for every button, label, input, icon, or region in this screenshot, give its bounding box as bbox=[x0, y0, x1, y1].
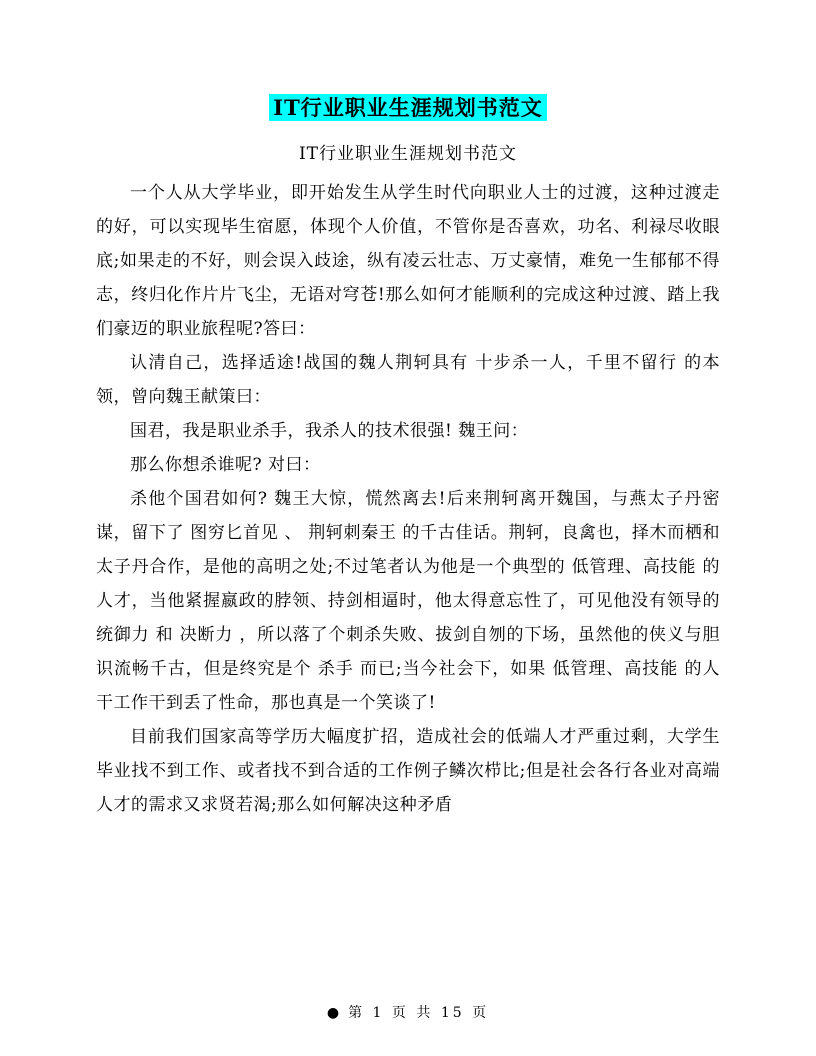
paragraph-2: 认清自己，选择适途!战国的魏人荆轲具有 十步杀一人，千里不留行 的本领，曾向魏王献策曰： bbox=[96, 352, 720, 407]
page-title-text: IT行业职业生涯规划书范文 bbox=[269, 94, 546, 121]
paragraph-1: 一个人从大学毕业，即开始发生从学生时代向职业人士的过渡，这种过渡走的好，可以实现毕生宿愿，体现个人价值，不管你是否喜欢，功名、利禄尽收眼底;如果走的不好，则会误入歧途，纵有凌云壮志、万丈豪情，难免一生郁郁不得志，终归化作片片飞尘，无语对穹苍!那么如何才能顺利的完成这种过渡、踏上我们豪迈的职业旅程呢?答曰： bbox=[96, 182, 720, 339]
paragraph-6: 目前我们国家高等学历大幅度扩招，造成社会的低端人才严重过剩，大学生毕业找不到工作、或者找不到合适的工作例子鳞次栉比;但是社会各行各业对高端人才的需求又求贤若渴;那么如何解决这种矛盾 bbox=[96, 726, 720, 815]
paragraph-3: 国君，我是职业杀手，我杀人的技术很强! 魏王问： bbox=[130, 420, 529, 441]
footer-page-number: 第 1 页 共 15 页 bbox=[348, 1005, 490, 1021]
paragraph-5: 杀他个国君如何? 魏王大惊，慌然离去!后来荆轲离开魏国，与燕太子丹密谋，留下了 图穷匕首见 、 荆轲刺秦王 的千古佳话。荆轲，良禽也，择木而栖和太子丹合作，是他的高明之处;不过笔者认为他是一个典型的 低管理、高技能 的人才，当他紧握嬴政的脖领、持剑相逼时，他太得意忘性了，可见他没有领导的 统御力 和 决断力 ，所以落了个刺杀失败、拔剑自刎的下场，虽然他的侠义与胆识流畅千古，但是终究是个 杀手 而已;当今社会下，如果 低管理、高技能 的人干工作干到丢了性命，那也真是一个笑谈了! bbox=[96, 488, 720, 713]
page-footer bbox=[0, 1002, 816, 1022]
page-title bbox=[96, 92, 720, 124]
footer-bullet-icon: ● bbox=[326, 1005, 343, 1021]
document-subtitle: IT行业职业生涯规划书范文 bbox=[298, 143, 518, 164]
paragraph-4: 那么你想杀谁呢? 对曰： bbox=[130, 454, 321, 475]
